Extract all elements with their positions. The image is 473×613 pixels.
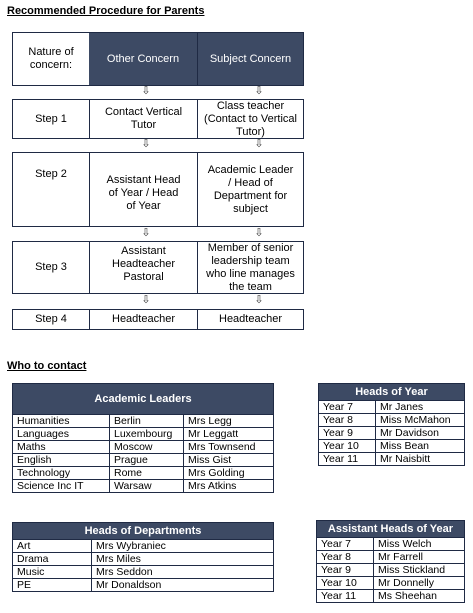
step-2-other: Assistant Head of Year / Head of Year (106, 174, 181, 212)
procedure-header-row (12, 32, 304, 86)
table-cell: Mrs Wybraniec (92, 540, 274, 553)
subject-concern-header: Subject Concern (197, 33, 303, 85)
step-1-subject: Class teacher (Contact to Vertical Tutor) (204, 99, 297, 138)
table-cell: Year 11 (319, 453, 376, 466)
table-row (317, 538, 465, 551)
table-cell: Music (13, 566, 92, 579)
table-row (13, 415, 274, 428)
table-cell: Mrs Seddon (92, 566, 274, 579)
table-cell: Luxembourg (110, 428, 184, 441)
arrow-down-icon: ⇩ (141, 294, 151, 306)
nature-of-concern-label: Nature of concern: (28, 46, 74, 71)
table-cell: Year 7 (319, 401, 376, 414)
table-cell: Year 7 (317, 538, 374, 551)
step-label: Step 1 (35, 112, 67, 125)
table-row (317, 564, 465, 577)
table-row (317, 577, 465, 590)
table-cell: Humanities (13, 415, 110, 428)
table-cell: Miss Bean (376, 440, 465, 453)
table-cell: Berlin (110, 415, 184, 428)
step-2-row (12, 152, 304, 227)
table-cell: Mr Janes (376, 401, 465, 414)
table-cell: Year 9 (319, 427, 376, 440)
arrow-down-icon: ⇩ (141, 138, 151, 150)
table-cell: Warsaw (110, 480, 184, 493)
table-cell: Science Inc IT (13, 480, 110, 493)
table-row (317, 590, 465, 603)
table-cell: Mr Donaldson (92, 579, 274, 592)
arrow-down-icon: ⇩ (254, 294, 264, 306)
step-3-row (12, 241, 304, 294)
table-cell: Miss McMahon (376, 414, 465, 427)
table-row (319, 453, 465, 466)
academic-leaders-title: Academic Leaders (13, 384, 274, 415)
table-cell: Maths (13, 441, 110, 454)
table-cell: Mrs Golding (184, 467, 274, 480)
table-cell: Mr Naisbitt (376, 453, 465, 466)
academic-leaders-table (12, 383, 274, 493)
arrow-down-icon: ⇩ (254, 85, 264, 97)
step-1-row (12, 99, 304, 139)
table-cell: Year 8 (319, 414, 376, 427)
table-row (13, 540, 274, 553)
table-cell: Technology (13, 467, 110, 480)
table-cell: Mr Donnelly (374, 577, 465, 590)
step-1-other: Contact Vertical Tutor (104, 106, 183, 131)
table-row (13, 579, 274, 592)
table-cell: Year 10 (319, 440, 376, 453)
arrow-down-icon: ⇩ (254, 227, 264, 239)
table-cell: PE (13, 579, 92, 592)
table-row (317, 551, 465, 564)
step-label: Step 2 (35, 167, 67, 180)
table-cell: Art (13, 540, 92, 553)
step-label: Step 4 (35, 313, 67, 325)
step-3-other: Assistant Headteacher Pastoral (112, 244, 175, 283)
table-cell: Year 11 (317, 590, 374, 603)
table-row (13, 553, 274, 566)
table-row (319, 414, 465, 427)
step-4-row (12, 309, 304, 330)
table-row (13, 441, 274, 454)
heads-of-departments-table (12, 522, 274, 592)
step-label: Step 3 (35, 261, 67, 273)
table-cell: Rome (110, 467, 184, 480)
table-cell: Miss Stickland (374, 564, 465, 577)
table-cell: Prague (110, 454, 184, 467)
table-row (319, 427, 465, 440)
other-concern-header: Other Concern (89, 33, 197, 85)
assistant-heads-of-year-title: Assistant Heads of Year (317, 521, 465, 538)
arrow-down-icon: ⇩ (141, 85, 151, 97)
table-row (319, 401, 465, 414)
table-cell: Moscow (110, 441, 184, 454)
table-cell: Mrs Miles (92, 553, 274, 566)
step-3-subject: Member of senior leadership team who line manages the team (206, 241, 295, 293)
heads-of-departments-title: Heads of Departments (13, 523, 274, 540)
arrow-down-icon: ⇩ (254, 138, 264, 150)
who-to-contact-title: Who to contact (7, 360, 87, 372)
table-cell: Mrs Legg (184, 415, 274, 428)
table-cell: Year 8 (317, 551, 374, 564)
table-cell: Year 10 (317, 577, 374, 590)
assistant-heads-of-year-table (316, 520, 465, 603)
step-4-other: Headteacher (112, 313, 175, 325)
heads-of-year-table (318, 383, 465, 466)
table-row (13, 480, 274, 493)
step-2-subject: Academic Leader / Head of Department for subject (207, 163, 294, 215)
table-row (13, 454, 274, 467)
table-cell: Drama (13, 553, 92, 566)
heads-of-year-title: Heads of Year (319, 384, 465, 401)
arrow-down-icon: ⇩ (141, 227, 151, 239)
table-cell: Miss Welch (374, 538, 465, 551)
table-cell: Ms Sheehan (374, 590, 465, 603)
table-row (13, 428, 274, 441)
table-cell: Mr Leggatt (184, 428, 274, 441)
table-cell: Miss Gist (184, 454, 274, 467)
table-cell: Mr Davidson (376, 427, 465, 440)
table-row (13, 467, 274, 480)
table-row (319, 440, 465, 453)
table-cell: Mr Farrell (374, 551, 465, 564)
table-cell: Languages (13, 428, 110, 441)
table-cell: Mrs Townsend (184, 441, 274, 454)
procedure-title: Recommended Procedure for Parents (7, 5, 205, 17)
table-row (13, 566, 274, 579)
table-cell: Year 9 (317, 564, 374, 577)
table-cell: English (13, 454, 110, 467)
step-4-subject: Headteacher (219, 313, 282, 325)
table-cell: Mrs Atkins (184, 480, 274, 493)
